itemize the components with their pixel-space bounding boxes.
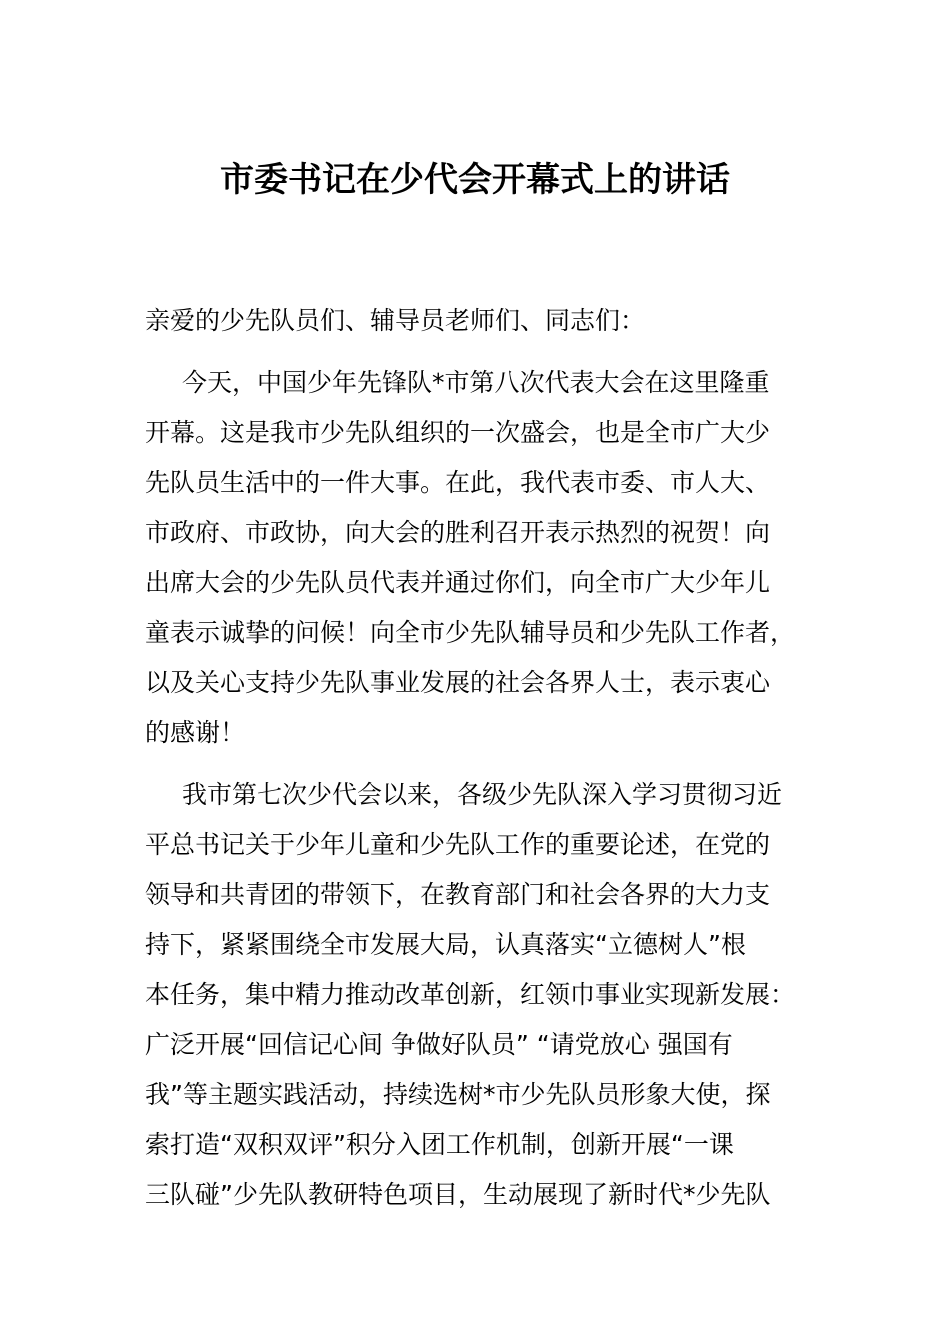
paragraph-line: 出席大会的少先队员代表并通过你们，向全市广大少年儿	[145, 568, 771, 597]
paragraph-line: 我”等主题实践活动，持续选树*市少先队员形象大使，探	[145, 1080, 771, 1109]
paragraph-line: 我市第七次少代会以来，各级少先队深入学习贯彻习近	[182, 780, 783, 809]
paragraph-line: 持下，紧紧围绕全市发展大局，认真落实“立德树人”根	[145, 930, 746, 959]
paragraph-line: 平总书记关于少年儿童和少先队工作的重要论述，在党的	[145, 830, 771, 859]
paragraph-line: 以及关心支持少先队事业发展的社会各界人士，表示衷心	[145, 668, 771, 697]
paragraph-line: 索打造“双积双评”积分入团工作机制，创新开展“一课	[145, 1130, 734, 1159]
paragraph-gap	[145, 346, 807, 358]
paragraph-line: 三队碰”少先队教研特色项目，生动展现了新时代*少先队	[145, 1180, 771, 1209]
paragraph-line: 市政府、市政协，向大会的胜利召开表示热烈的祝贺！向	[145, 518, 771, 547]
document-title: 市委书记在少代会开幕式上的讲话	[220, 160, 730, 200]
document-body	[145, 296, 807, 1220]
paragraph-gap	[145, 758, 807, 770]
paragraph-line: 领导和共青团的带领下，在教育部门和社会各界的大力支	[145, 880, 771, 909]
paragraph-line: 开幕。这是我市少先队组织的一次盛会，也是全市广大少	[145, 418, 771, 447]
paragraph-line: 童表示诚挚的问候！向全市少先队辅导员和少先队工作者，	[145, 618, 796, 647]
paragraph-line: 先队员生活中的一件大事。在此，我代表市委、市人大、	[145, 468, 771, 497]
salutation: 亲爱的少先队员们、辅导员老师们、同志们：	[145, 306, 646, 335]
paragraph-2	[145, 770, 807, 1220]
paragraph-line: 今天，中国少年先锋队*市第八次代表大会在这里隆重	[182, 368, 770, 397]
paragraph-line: 本任务，集中精力推动改革创新，红领巾事业实现新发展：	[145, 980, 796, 1009]
paragraph-line: 广泛开展“回信记心间 争做好队员” “请党放心 强国有	[145, 1030, 733, 1059]
paragraph-1	[145, 358, 807, 758]
paragraph-line: 的感谢！	[145, 718, 246, 747]
